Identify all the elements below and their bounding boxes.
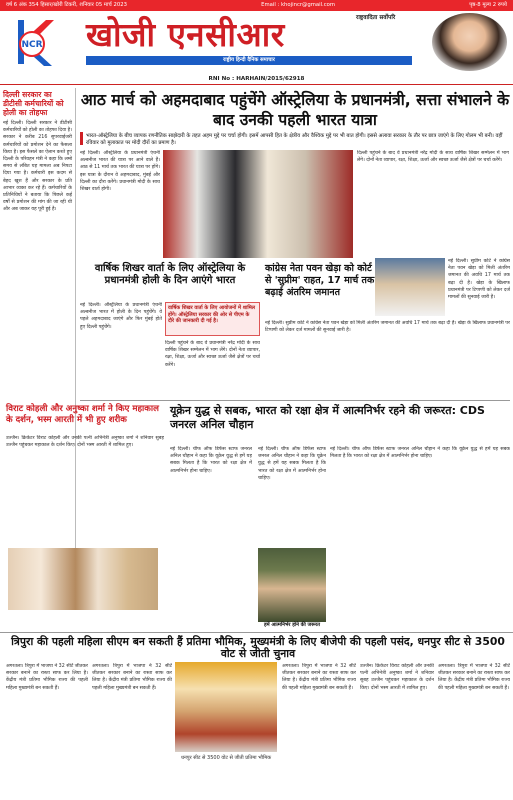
ukraine-body-mid: नई दिल्ली। चीफ ऑफ डिफेंस स्टाफ जनरल अनिल चौहान ने कहा कि यूक्रेन युद्ध से हमें यह सबक मिलता है कि भारत को रक्षा क्षेत्र में आत्मनिर्भर होना चाहिए। bbox=[258, 447, 326, 481]
ukraine-headline[interactable]: यूक्रेन युद्ध से सबक, भारत को रक्षा क्षेत्र में आत्मनिर्भर रहने की जरूरत: CDS जनरल अनिल चौहान bbox=[170, 404, 485, 431]
congress-headline[interactable]: कांग्रेस नेता पवन खेड़ा को कोर्ट से 'सुप्रीम' राहत, 17 मार्च तक बढ़ाई अंतरिम जमानत bbox=[265, 263, 375, 298]
anil-chauhan-photo bbox=[258, 548, 326, 622]
page-price-info: पृष्ठ-8 मूल्य 2 रुपये bbox=[469, 2, 507, 8]
modi-albanese-photo bbox=[163, 150, 353, 258]
tripura-body-2: अगरतला। त्रिपुरा में भाजपा ने 32 सीटें जीतकर सरकार बनाने का रास्ता साफ कर लिया है। केंद्रीय मंत्री प्रतिमा भौमिक राज्य की पहली महिला मुख्यमंत्री बन सकती हैं। bbox=[92, 664, 172, 691]
masthead-portrait bbox=[432, 13, 507, 71]
tripura-body-4: उज्जैन। क्रिकेटर विराट कोहली और उनकी पत्नी अभिनेत्री अनुष्का शर्मा ने शनिवार सुबह उज्जैन पहुंचकर महाकाल के दर्शन किए। दोनों भस्म आरती में शामिल हुए। bbox=[360, 664, 434, 691]
section-divider bbox=[80, 400, 510, 401]
kohli-anushka-photo bbox=[8, 548, 158, 610]
lead-headline[interactable]: आठ मार्च को अहमदाबाद पहुंचेंगे ऑस्ट्रेलिया के प्रधानमंत्री, सत्ता संभालने के बाद उनकी पहली भारत यात्रा bbox=[80, 91, 510, 129]
section-divider-2 bbox=[0, 632, 513, 633]
lead-body-right: दिल्ली पहुंचने के बाद वे प्रधानमंत्री नरेंद्र मोदी के साथ वार्षिक शिखर सम्मेलन में भाग लेंगे। दोनों नेता व्यापार, रक्षा, शिक्षा, ऊर्जा और स्वच्छ ऊर्जा जैसे क्षेत्रों पर चर्चा करेंगे। bbox=[357, 151, 509, 164]
congress-body: नई दिल्ली। सुप्रीम कोर्ट ने कांग्रेस नेता पवन खेड़ा को मिली अंतरिम जमानत की अवधि 17 मार्च तक बढ़ा दी है। खेड़ा के खिलाफ प्रधानमंत्री पर टिप्पणी को लेकर दर्ज मामलों की सुनवाई जारी है। bbox=[265, 321, 510, 334]
tripura-body-5: अगरतला। त्रिपुरा में भाजपा ने 32 सीटें जीतकर सरकार बनाने का रास्ता साफ कर लिया है। केंद्रीय मंत्री प्रतिमा भौमिक राज्य की पहली महिला मुख्यमंत्री बन सकती हैं। bbox=[438, 664, 510, 691]
summit-body-right: दिल्ली पहुंचने के बाद वे प्रधानमंत्री नरेंद्र मोदी के साथ वार्षिक शिखर सम्मेलन में भाग लेंगे। दोनों नेता व्यापार, रक्षा, शिक्षा, ऊर्जा और स्वच्छ ऊर्जा जैसे क्षेत्रों पर चर्चा करेंगे। bbox=[165, 341, 260, 368]
top-info-bar bbox=[0, 0, 513, 11]
tripura-body-3: अगरतला। त्रिपुरा में भाजपा ने 32 सीटें जीतकर सरकार बनाने का रास्ता साफ कर लिया है। केंद्रीय मंत्री प्रतिमा भौमिक राज्य की पहली महिला मुख्यमंत्री बन सकती हैं। bbox=[282, 664, 356, 691]
masthead-subtitle: राष्ट्रीय हिन्दी दैनिक समाचार bbox=[86, 56, 412, 65]
ukraine-quote: हमें आत्मनिर्भर होने की जरूरत bbox=[263, 622, 321, 628]
edition-info: वर्ष 6 अंक 354 हिसार/खोरी टिकरी, शनिवार 05 मार्च 2023 bbox=[6, 2, 127, 8]
summit-highlight-box: वार्षिक शिखर वार्ता के लिए आयोजनों में शामिल होंगे। ऑस्ट्रेलिया सरकार की ओर से पीएम के दौरे की जानकारी दी गई है। bbox=[165, 302, 260, 336]
sidebar-headline[interactable]: दिल्ली सरकार का डीटीसी कर्मचारियों को होली का तोहफा bbox=[3, 90, 64, 117]
kohli-headline[interactable]: विराट कोहली और अनुष्का शर्मा ने किए महाकाल के दर्शन, भस्म आरती में भी हुए शरीक bbox=[6, 404, 159, 425]
lead-body-left: नई दिल्ली। ऑस्ट्रेलिया के प्रधानमंत्री एंथनी अल्बनीज भारत की यात्रा पर आने वाले हैं। आठ से 11 मार्च तक भारत की यात्रा पर होंगे। इस यात्रा के दौरान वे अहमदाबाद, मुंबई और दिल्ली का दौरा करेंगे। प्रधानमंत्री मोदी के साथ शिखर वार्ता होगी। bbox=[80, 151, 160, 193]
logo-text: NCR bbox=[21, 40, 43, 50]
tripura-photo-caption: धनपुर सीट से 3500 वोट से जीती प्रतिमा भौमिक bbox=[180, 755, 272, 761]
lead-subhead: भारत-ऑस्ट्रेलिया के बीच व्यापक रणनीतिक साझेदारी के तहत अहम मुद्दे पर चर्चा होगी। इसमें आपसी हित के क्षेत्रीय और वैश्विक मुद्दे पर भी बात होगी। इससे अलावा सरकार के तौर पर छात्र जाएंगे के लिए गोलम भी बनी। वहीं रविवार को मुलाकात पर मोदी दौरों का प्रमाण है। bbox=[80, 132, 510, 145]
ukraine-body-right: नई दिल्ली। चीफ ऑफ डिफेंस स्टाफ जनरल अनिल चौहान ने कहा कि यूक्रेन युद्ध से हमें यह सबक मिलता है कि भारत को रक्षा क्षेत्र में आत्मनिर्भर होना चाहिए। bbox=[330, 447, 510, 460]
masthead-tagline: राष्ट्रवादिता सर्वोपरि bbox=[356, 15, 396, 21]
ukraine-body-left: नई दिल्ली। चीफ ऑफ डिफेंस स्टाफ जनरल अनिल चौहान ने कहा कि यूक्रेन युद्ध से हमें यह सबक मिलता है कि भारत को रक्षा क्षेत्र में आत्मनिर्भर होना चाहिए। bbox=[170, 447, 252, 474]
summit-headline[interactable]: वार्षिक शिखर वार्ता के लिए ऑस्ट्रेलिया के प्रधानमंत्री होली के दिन आएंगे भारत bbox=[94, 263, 246, 286]
newspaper-title: खोजी एनसीआर bbox=[86, 15, 285, 54]
summit-body-left: नई दिल्ली। ऑस्ट्रेलिया के प्रधानमंत्री एंथनी अल्बनीज भारत में होली के दिन पहुंचेंगे। वे पहले अहमदाबाद जाएंगे और फिर मुंबई होते हुए दिल्ली पहुंचेंगे। bbox=[80, 303, 162, 330]
ncr-logo-icon bbox=[8, 16, 56, 68]
email-info[interactable]: Email : khojincr@gmail.com bbox=[261, 2, 336, 8]
tripura-body-1: अगरतला। त्रिपुरा में भाजपा ने 32 सीटें जीतकर सरकार बनाने का रास्ता साफ कर लिया है। केंद्रीय मंत्री प्रतिमा भौमिक राज्य की पहली महिला मुख्यमंत्री बन सकती हैं। bbox=[6, 664, 88, 691]
congress-body-side: नई दिल्ली। सुप्रीम कोर्ट ने कांग्रेस नेता पवन खेड़ा को मिली अंतरिम जमानत की अवधि 17 मार्च तक बढ़ा दी है। खेड़ा के खिलाफ प्रधानमंत्री पर टिप्पणी को लेकर दर्ज मामलों की सुनवाई जारी है। bbox=[448, 259, 510, 301]
sidebar-body: नई दिल्ली। दिल्ली सरकार ने डीटीसी कर्मचारियों को होली का तोहफा दिया है। सरकार ने करीब 216 सुपरवाईजरी कर्मचारियों को प्रमोशन देने का फैसला किया है। इस फैसले का ऐलान करते हुए दिल्ली के परिवहन मंत्री ने कहा कि लम्बे समय से लंबित यह मामला अब निपटा दिया गया है। कर्मचारी इस कदम से बेहद खुश हैं और सरकार के प्रति आभार व्यक्त कर रहे हैं। कर्मचारियों के प्रतिनिधियों ने बताया कि पिछले कई वर्षों से प्रमोशन की मांग की जा रही थी और अब जाकर यह पूरी हुई है। bbox=[3, 121, 73, 213]
kohli-body: उज्जैन। क्रिकेटर विराट कोहली और उनकी पत्नी अभिनेत्री अनुष्का शर्मा ने शनिवार सुबह उज्जैन पहुंचकर महाकाल के दर्शन किए। दोनों भस्म आरती में शामिल हुए। bbox=[6, 436, 164, 449]
pratima-bhowmik-photo bbox=[175, 662, 277, 752]
pawan-khera-photo bbox=[375, 258, 445, 316]
rni-number: RNI No : HARHAIN/2015/62918 bbox=[0, 76, 513, 85]
tripura-headline[interactable]: त्रिपुरा की पहली महिला सीएम बन सकती हैं प्रतिमा भौमिक, मुख्यमंत्री के लिए बीजेपी की पहली पसंद, धनपुर सीट से 3500 वोट से जीती चुनाव bbox=[11, 635, 505, 660]
masthead bbox=[0, 11, 513, 73]
